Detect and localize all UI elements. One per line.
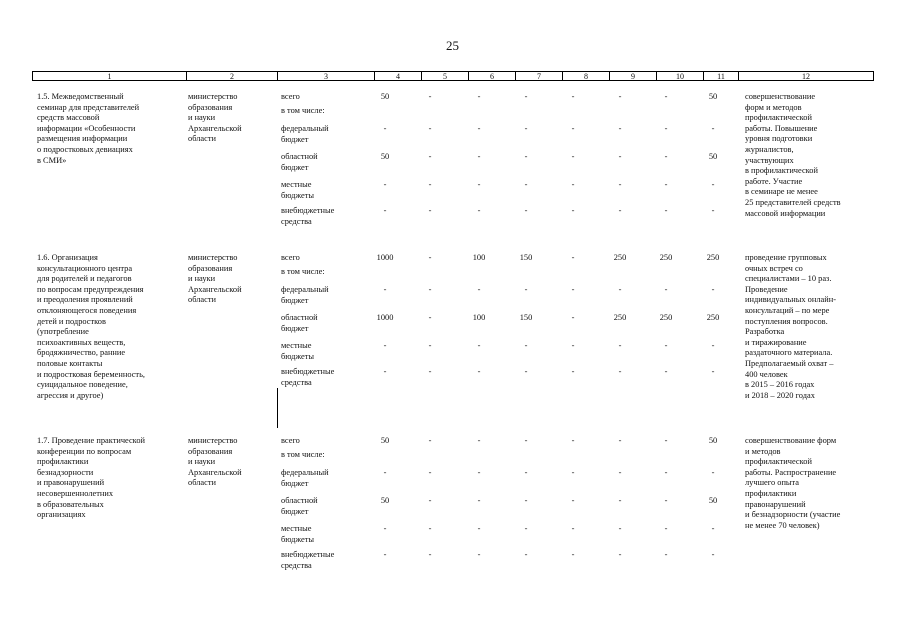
funding-value-cell: - xyxy=(477,367,481,376)
executor-line: области xyxy=(188,295,216,305)
header-col-3: 3 xyxy=(278,72,375,81)
expected-result-line: не менее 70 человек) xyxy=(745,520,820,530)
funding-value-cell: - xyxy=(383,550,387,559)
funding-value-cell: - xyxy=(524,206,528,215)
expected-result-line: специалистами – 10 раз. xyxy=(745,274,832,284)
funding-value-cell: - xyxy=(664,524,668,533)
expected-result-line: и безнадзорности (участие xyxy=(745,510,841,520)
header-col-4: 4 xyxy=(375,72,422,81)
funding-source-label: областной xyxy=(281,152,318,161)
funding-value-cell: - xyxy=(524,496,528,505)
funding-value-cell: - xyxy=(618,206,622,215)
event-title-line: по вопросам предупреждения xyxy=(37,284,144,294)
executor-line: образования xyxy=(188,263,233,273)
expected-result-line: 400 человек xyxy=(745,369,788,379)
funding-value-cell: - xyxy=(664,436,668,445)
funding-value-cell: - xyxy=(711,206,715,215)
expected-result-line: лучшего опыта xyxy=(745,478,800,488)
funding-value-cell: - xyxy=(428,468,432,477)
expected-result-line: в семинаре не менее xyxy=(745,187,818,197)
expected-result-line: работы. Распространение xyxy=(745,467,837,477)
funding-value-cell: - xyxy=(711,341,715,350)
event-title-line: консультационного центра xyxy=(37,263,133,273)
funding-value-cell: - xyxy=(618,285,622,294)
event-title-line: размещения информации xyxy=(37,134,128,144)
expected-result-line: консультаций – по мере xyxy=(745,306,830,315)
expected-result-line: профилактической xyxy=(745,457,812,467)
funding-value-cell: - xyxy=(477,92,481,101)
funding-value-cell: - xyxy=(571,468,575,477)
funding-value-cell: - xyxy=(477,206,481,215)
funding-value-cell: - xyxy=(711,124,715,133)
funding-value-cell: - xyxy=(428,341,432,350)
executor-line: и науки xyxy=(188,274,216,284)
funding-value-cell: - xyxy=(711,468,715,477)
funding-value-cell: - xyxy=(571,550,575,559)
expected-result-line: и 2018 – 2020 годах xyxy=(745,390,815,400)
funding-value-cell: - xyxy=(664,92,668,101)
funding-value-cell: - xyxy=(618,92,622,101)
funding-value-cell: - xyxy=(524,180,528,189)
executor-line: министерство xyxy=(188,92,238,101)
funding-value-cell: - xyxy=(571,285,575,294)
expected-result-line: уровня подготовки xyxy=(745,134,813,144)
funding-value-cell: - xyxy=(618,180,622,189)
funding-value-cell: - xyxy=(524,341,528,350)
expected-result-line: совершенствование форм xyxy=(745,436,837,445)
executor-line: Архангельской xyxy=(188,123,242,133)
funding-source-label: местные xyxy=(281,341,312,350)
event-title-line: 1.6. Организация xyxy=(37,253,98,262)
expected-result-line: и методов xyxy=(745,446,781,456)
funding-value-cell: 50 xyxy=(380,152,390,161)
expected-result-line: Разработка xyxy=(745,327,785,337)
funding-value-cell: - xyxy=(477,496,481,505)
header-col-6: 6 xyxy=(469,72,516,81)
funding-value-cell: - xyxy=(571,253,575,262)
funding-source-label: всего xyxy=(281,253,300,262)
expected-result-line: очных встреч со xyxy=(745,263,803,273)
funding-source-label: внебюджетные xyxy=(281,206,335,215)
expected-result-line: раздаточного материала. xyxy=(745,348,833,358)
funding-value-cell: - xyxy=(571,152,575,161)
executor-line: Архангельской xyxy=(188,467,242,477)
funding-value-cell: - xyxy=(571,206,575,215)
event-title-line: безнадзорности xyxy=(37,467,94,477)
event-title-line: (употребление xyxy=(37,327,89,337)
event-title-line: 1.7. Проведение практической xyxy=(37,436,145,445)
header-col-11: 11 xyxy=(704,72,739,81)
funding-value-cell: - xyxy=(383,367,387,376)
event-title-line: и правонарушений xyxy=(37,478,105,488)
funding-value-cell: - xyxy=(571,341,575,350)
funding-source-label: бюджет xyxy=(281,162,309,172)
header-col-7: 7 xyxy=(516,72,563,81)
event-title-line: психоактивных веществ, xyxy=(37,337,126,347)
header-col-1: 1 xyxy=(33,72,187,81)
funding-value-cell: - xyxy=(428,524,432,533)
funding-value-cell: - xyxy=(711,367,715,376)
funding-value-cell: - xyxy=(524,152,528,161)
funding-value-cell: - xyxy=(664,367,668,376)
funding-value-cell: - xyxy=(664,206,668,215)
funding-value-cell: - xyxy=(618,468,622,477)
funding-value-cell: 250 xyxy=(659,313,673,322)
event-title-line: для родителей и педагогов xyxy=(37,274,132,284)
expected-result-line: участвующих xyxy=(745,155,794,165)
event-title-line: отклоняющегося поведения xyxy=(37,306,137,315)
expected-result-line: индивидуальных онлайн- xyxy=(745,295,836,305)
executor-line: области xyxy=(188,478,216,488)
header-col-12: 12 xyxy=(802,72,810,81)
event-title-line: организациях xyxy=(37,510,86,520)
funding-source-label: в том числе: xyxy=(281,106,325,115)
column-divider xyxy=(277,388,278,428)
funding-value-cell: - xyxy=(618,496,622,505)
funding-value-cell: - xyxy=(428,206,432,215)
funding-value-cell: 250 xyxy=(706,313,720,322)
expected-result-line: профилактической xyxy=(745,113,812,123)
funding-source-label: в том числе: xyxy=(281,267,325,276)
funding-value-cell: - xyxy=(383,180,387,189)
funding-value-cell: 100 xyxy=(472,253,486,262)
funding-value-cell: - xyxy=(524,436,528,445)
funding-value-cell: - xyxy=(524,468,528,477)
funding-value-cell: - xyxy=(477,550,481,559)
funding-value-cell: - xyxy=(477,524,481,533)
funding-value-cell: - xyxy=(664,468,668,477)
funding-value-cell: 250 xyxy=(613,253,627,262)
executor-line: министерство xyxy=(188,436,238,445)
funding-value-cell: 1000 xyxy=(376,313,394,322)
funding-source-label: внебюджетные xyxy=(281,550,335,559)
funding-value-cell: - xyxy=(524,524,528,533)
funding-value-cell: - xyxy=(618,436,622,445)
event-title-line: конференции по вопросам xyxy=(37,446,132,456)
funding-source-label: бюджет xyxy=(281,323,309,333)
executor-line: образования xyxy=(188,446,233,456)
funding-value-cell: 250 xyxy=(706,253,720,262)
event-title-line: несовершеннолетних xyxy=(37,489,114,498)
funding-value-cell: - xyxy=(428,152,432,161)
funding-source-label: местные xyxy=(281,180,312,189)
funding-source-label: бюджет xyxy=(281,134,309,144)
expected-result-line: Проведение xyxy=(745,284,788,294)
funding-value-cell: - xyxy=(524,367,528,376)
funding-value-cell: - xyxy=(383,524,387,533)
funding-value-cell: - xyxy=(711,180,715,189)
funding-value-cell: - xyxy=(664,124,668,133)
funding-value-cell: - xyxy=(428,367,432,376)
funding-value-cell: - xyxy=(428,92,432,101)
header-col-10: 10 xyxy=(657,72,704,81)
executor-line: Архангельской xyxy=(188,284,242,294)
funding-source-label: федеральный xyxy=(281,124,329,133)
funding-value-cell: - xyxy=(477,341,481,350)
event-title-line: половые контакты xyxy=(37,359,103,368)
expected-result-line: проведение групповых xyxy=(745,253,827,262)
expected-result-line: и тиражирование xyxy=(745,337,807,347)
event-title-line: информации «Особенности xyxy=(37,123,136,133)
event-title-line: агрессия и другое) xyxy=(37,390,104,400)
funding-value-cell: - xyxy=(428,550,432,559)
funding-value-cell: 50 xyxy=(708,152,718,161)
funding-value-cell: 100 xyxy=(472,313,486,322)
event-title-line: профилактики xyxy=(37,457,89,467)
funding-source-label: бюджет xyxy=(281,295,309,305)
funding-value-cell: - xyxy=(618,341,622,350)
funding-value-cell: 250 xyxy=(613,313,627,322)
funding-value-cell: - xyxy=(571,367,575,376)
funding-value-cell: - xyxy=(664,341,668,350)
executor-line: образования xyxy=(188,102,233,112)
funding-value-cell: - xyxy=(664,550,668,559)
executor-line: и науки xyxy=(188,113,216,123)
funding-value-cell: - xyxy=(477,124,481,133)
funding-source-label: областной xyxy=(281,313,318,322)
expected-result-line: 25 представителей средств xyxy=(745,198,841,207)
funding-value-cell: - xyxy=(571,313,575,322)
funding-value-cell: - xyxy=(477,152,481,161)
funding-value-cell: - xyxy=(428,253,432,262)
funding-source-label: средства xyxy=(281,377,312,387)
funding-source-label: местные xyxy=(281,524,312,533)
funding-value-cell: - xyxy=(618,367,622,376)
funding-value-cell: 50 xyxy=(708,436,718,445)
funding-value-cell: - xyxy=(477,436,481,445)
expected-result-line: в 2015 – 2016 годах xyxy=(745,380,815,390)
header-col-2: 2 xyxy=(187,72,278,81)
event-title-line: в СМИ» xyxy=(37,155,67,165)
event-title-line: детей и подростков xyxy=(37,316,106,326)
funding-value-cell: - xyxy=(383,285,387,294)
funding-value-cell: - xyxy=(524,92,528,101)
funding-source-label: в том числе: xyxy=(281,450,325,459)
funding-value-cell: - xyxy=(383,468,387,477)
funding-value-cell: - xyxy=(711,524,715,533)
event-title-line: суицидальное поведение, xyxy=(37,380,128,390)
funding-value-cell: - xyxy=(664,180,668,189)
funding-value-cell: - xyxy=(428,313,432,322)
funding-value-cell: 50 xyxy=(708,92,718,101)
event-title-line: и подростковая беременность, xyxy=(37,369,146,379)
funding-value-cell: - xyxy=(428,180,432,189)
event-title-line: 1.5. Межведомственный xyxy=(37,92,124,101)
expected-result-line: профилактики xyxy=(745,489,797,498)
funding-source-label: средства xyxy=(281,560,312,570)
expected-result-line: массовой информации xyxy=(745,208,826,218)
funding-value-cell: - xyxy=(428,124,432,133)
funding-value-cell: 1000 xyxy=(376,253,394,262)
header-col-5: 5 xyxy=(422,72,469,81)
funding-value-cell: 150 xyxy=(519,313,533,322)
funding-value-cell: - xyxy=(428,496,432,505)
expected-result-line: в профилактической xyxy=(745,166,818,176)
funding-source-label: бюджет xyxy=(281,506,309,516)
funding-value-cell: - xyxy=(524,124,528,133)
funding-value-cell: - xyxy=(477,285,481,294)
funding-value-cell: - xyxy=(618,550,622,559)
funding-value-cell: 50 xyxy=(708,496,718,505)
funding-value-cell: 50 xyxy=(380,436,390,445)
funding-value-cell: - xyxy=(383,124,387,133)
funding-value-cell: - xyxy=(428,436,432,445)
expected-result-line: правонарушений xyxy=(745,499,806,509)
funding-value-cell: 50 xyxy=(380,92,390,101)
funding-value-cell: 250 xyxy=(659,253,673,262)
funding-value-cell: 150 xyxy=(519,253,533,262)
expected-result-line: работы. Повышение xyxy=(745,123,818,133)
funding-value-cell: 50 xyxy=(380,496,390,505)
event-title-line: в образовательных xyxy=(37,499,104,509)
funding-value-cell: - xyxy=(383,206,387,215)
funding-value-cell: - xyxy=(664,496,668,505)
funding-value-cell: - xyxy=(383,341,387,350)
event-title-line: бродяжничество, ранние xyxy=(37,348,126,358)
page-number: 25 xyxy=(446,38,459,53)
event-title-line: семинар для представителей xyxy=(37,102,140,112)
funding-source-label: всего xyxy=(281,436,300,445)
funding-source-label: федеральный xyxy=(281,468,329,477)
expected-result-line: работе. Участие xyxy=(745,176,803,186)
funding-value-cell: - xyxy=(664,152,668,161)
expected-result-line: журналистов, xyxy=(745,145,794,154)
funding-value-cell: - xyxy=(571,180,575,189)
funding-source-label: всего xyxy=(281,92,300,101)
funding-value-cell: - xyxy=(428,285,432,294)
expected-result-line: поступления вопросов. xyxy=(745,316,828,326)
funding-source-label: внебюджетные xyxy=(281,367,335,376)
expected-result-line: Предполагаемый охват – xyxy=(745,359,834,368)
funding-value-cell: - xyxy=(571,524,575,533)
expected-result-line: совершенствование xyxy=(745,92,816,101)
funding-value-cell: - xyxy=(524,550,528,559)
event-title-line: средств массовой xyxy=(37,113,100,123)
funding-source-label: бюджеты xyxy=(281,534,315,544)
funding-source-label: федеральный xyxy=(281,285,329,294)
funding-source-label: областной xyxy=(281,496,318,505)
header-col-8: 8 xyxy=(563,72,610,81)
executor-line: и науки xyxy=(188,457,216,467)
funding-value-cell: - xyxy=(664,285,668,294)
funding-source-label: средства xyxy=(281,216,312,226)
funding-value-cell: - xyxy=(477,180,481,189)
event-title-line: и преодоления проявлений xyxy=(37,295,133,305)
funding-value-cell: - xyxy=(571,436,575,445)
funding-source-label: бюджет xyxy=(281,478,309,488)
funding-source-label: бюджеты xyxy=(281,190,315,200)
funding-value-cell: - xyxy=(618,124,622,133)
event-title-line: о подростковых девиациях xyxy=(37,145,133,154)
executor-line: министерство xyxy=(188,253,238,262)
executor-line: области xyxy=(188,134,216,144)
funding-value-cell: - xyxy=(711,285,715,294)
funding-value-cell: - xyxy=(711,550,715,559)
funding-value-cell: - xyxy=(524,285,528,294)
funding-value-cell: - xyxy=(571,92,575,101)
header-col-9: 9 xyxy=(610,72,657,81)
funding-value-cell: - xyxy=(618,152,622,161)
funding-value-cell: - xyxy=(618,524,622,533)
funding-value-cell: - xyxy=(571,496,575,505)
funding-value-cell: - xyxy=(571,124,575,133)
funding-value-cell: - xyxy=(477,468,481,477)
expected-result-line: форм и методов xyxy=(745,102,802,112)
funding-source-label: бюджеты xyxy=(281,351,315,361)
